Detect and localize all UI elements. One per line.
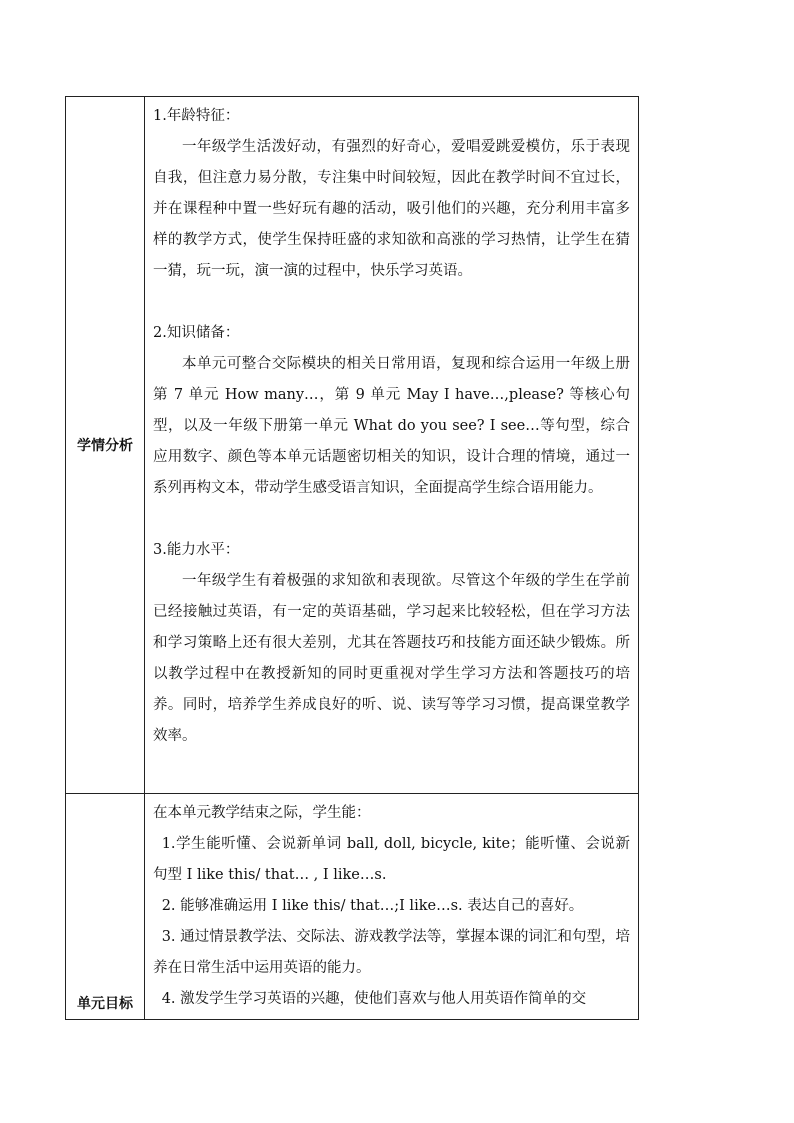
- ability-heading: 3.能力水平：: [153, 542, 240, 558]
- goals-label: 单元目标: [66, 794, 145, 1020]
- ability-text: 一年级学生有着极强的求知欲和表现欲。尽管这个年级的学生在学前已经接触过英语，有一定的英语基础，学习起来比较轻松，但在学习方法和学习策略上还有很大差别，尤其在答题技巧和技能方面还缺少锻炼。所以教学过程中在教授新知的同时更重视对学生学习方法和答题技巧的培养。同时，培养学生养成良好的听、说、读写等学习习惯，提高课堂教学效率。: [153, 573, 630, 744]
- goals-content: [145, 794, 639, 1020]
- age-text: 一年级学生活泼好动，有强烈的好奇心，爱唱爱跳爱模仿，乐于表现自我，但注意力易分散，专注集中时间较短，因此在教学时间不宜过长，并在课程种中置一些好玩有趣的活动，吸引他们的兴趣，充分利用丰富多样的教学方式，使学生保持旺盛的求知欲和高涨的学习热情，让学生在猜一猜，玩一玩，演一演的过程中，快乐学习英语。: [153, 139, 630, 279]
- spacer: [153, 504, 630, 535]
- analysis-row: [66, 97, 639, 794]
- analysis-label: 学情分析: [66, 97, 145, 794]
- goal-item-2: 2. 能够准确运用 I like this/ that…;I like…s. 表达自己的喜好。: [161, 898, 584, 914]
- goals-row: [66, 794, 639, 1020]
- age-heading: 1.年龄特征：: [153, 108, 240, 124]
- spacer: [153, 287, 630, 318]
- knowledge-text: 本单元可整合交际模块的相关日常用语，复现和综合运用一年级上册第 7 单元 How many…，第 9 单元 May I have…,please? 等核心句型，以及一年级下册第一单元 What do you see? I see…等句型，综合应用数字、颜色等本单元话题密切相关的知识，设计合理的情境，通过一系列再构文本，带动学生感受语言知识，全面提高学生综合语用能力。: [153, 356, 630, 496]
- goals-intro: 在本单元教学结束之际，学生能：: [153, 805, 371, 821]
- lesson-plan-table: [65, 96, 639, 1020]
- goal-item-1: 1.学生能听懂、会说新单词 ball, doll, bicycle, kite；能听懂、会说新句型 I like this/ that… , I like…s.: [153, 836, 630, 883]
- analysis-content: [145, 97, 639, 794]
- knowledge-heading: 2.知识储备：: [153, 325, 240, 341]
- goal-item-3: 3. 通过情景教学法、交际法、游戏教学法等，掌握本课的词汇和句型，培养在日常生活中运用英语的能力。: [153, 929, 630, 976]
- goal-item-4: 4. 激发学生学习英语的兴趣，使他们喜欢与他人用英语作简单的交: [161, 991, 587, 1007]
